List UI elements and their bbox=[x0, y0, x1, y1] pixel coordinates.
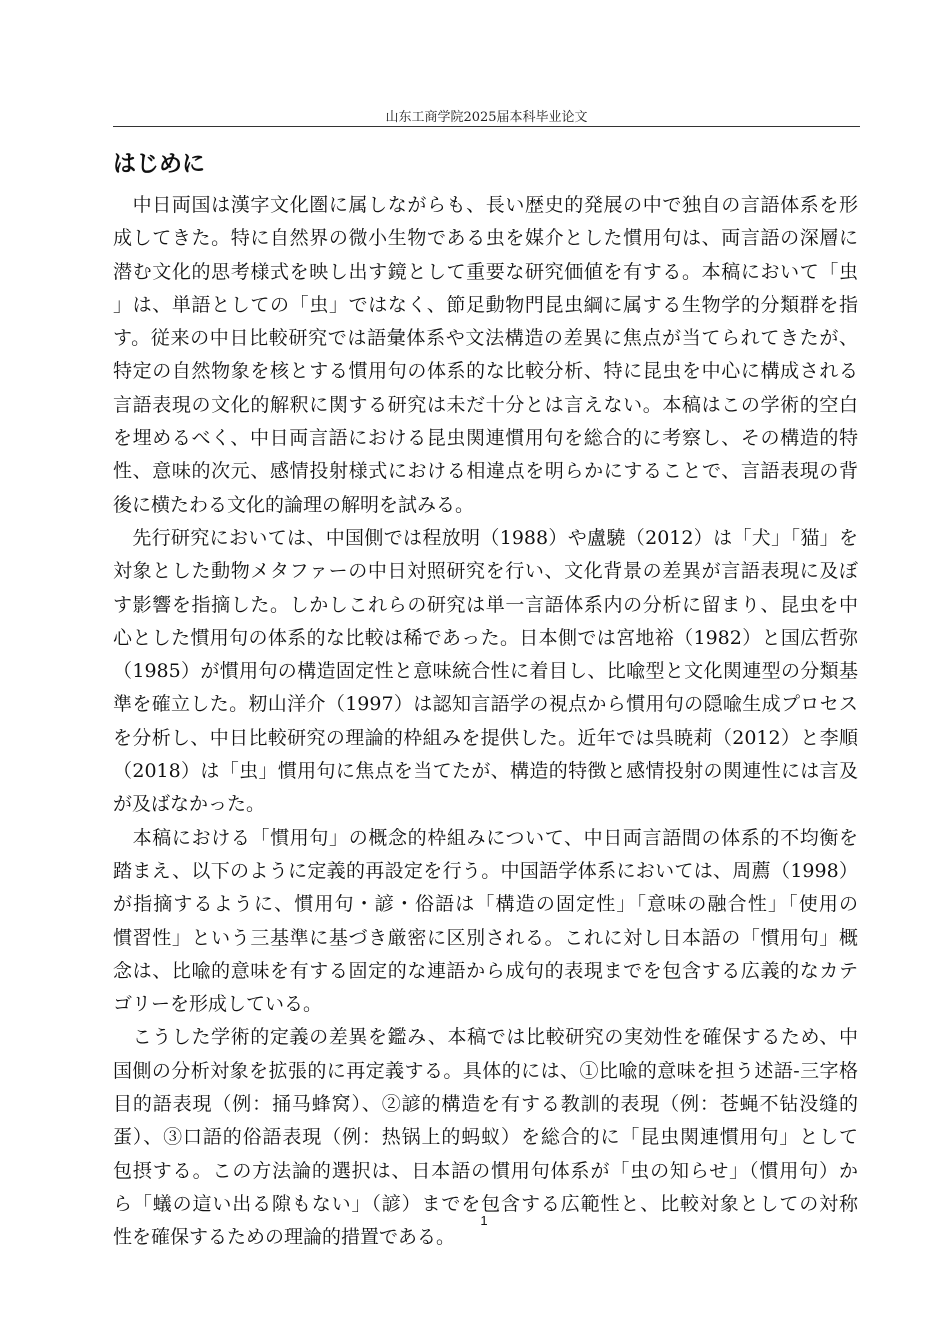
text-line: 中日両国は漢字文化圏に属しながらも、長い歴史的発展の中で独自の言語体系を形 bbox=[113, 194, 858, 216]
text-line: す影響を指摘した。しかしこれらの研究は単一言語体系内の分析に留まり、昆虫を中 bbox=[113, 593, 858, 616]
text-line: 包摂する。この方法論的選択は、日本語の慣用句体系が「虫の知らせ」（慣用句）か bbox=[113, 1159, 858, 1182]
text-line: 性を確保するための理論的措置である。 bbox=[113, 1226, 456, 1249]
text-line: が指摘するように、慣用句・諺・俗語は「構造の固定性」「意味の融合性」「使用の bbox=[113, 893, 858, 916]
text-line: 念は、比喩的意味を有する固定的な連語から成句的表現までを包含する広義的なカテ bbox=[113, 959, 858, 982]
section-heading: はじめに bbox=[113, 151, 205, 177]
text-line: 本稿における「慣用句」の概念的枠組みについて、中日両言語間の体系的不均衡を bbox=[113, 826, 858, 849]
text-line: を分析し、中日比較研究の理論的枠組みを提供した。近年では呉暁莉（2012）と李順 bbox=[113, 726, 858, 749]
text-line: が及ばなかった。 bbox=[113, 793, 266, 816]
text-line: す。従来の中日比較研究では語彙体系や文法構造の差異に焦点が当てられてきたが、 bbox=[113, 327, 858, 350]
text-line: （1985）が慣用句の構造固定性と意味統合性に着目し、比喩型と文化関連型の分類基 bbox=[113, 660, 858, 683]
text-line: ら「蟻の這い出る隙もない」（諺）までを包含する広範性と、比較対象としての対称 bbox=[113, 1192, 858, 1215]
text-line: 」は、単語としての「虫」ではなく、節足動物門昆虫綱に属する生物学的分類群を指 bbox=[113, 293, 858, 316]
text-line: を埋めるべく、中日両言語における昆虫関連慣用句を総合的に考察し、その構造的特 bbox=[113, 427, 858, 450]
text-line: 国側の分析対象を拡張的に再定義する。具体的には、①比喩的意味を担う述語-三字格 bbox=[113, 1059, 858, 1082]
page-header: 山东工商学院2025届本科毕业论文 bbox=[385, 110, 588, 125]
text-line: 特定の自然物象を核とする慣用句の体系的な比較分析、特に昆虫を中心に構成される bbox=[113, 360, 858, 383]
text-line: 目的語表現（例：捅马蜂窝）、②諺的構造を有する教訓的表現（例：苍蝇不钻没缝的 bbox=[113, 1093, 858, 1116]
text-line: 心とした慣用句の体系的な比較は稀であった。日本側では宮地裕（1982）と国広哲弥 bbox=[113, 626, 858, 649]
text-line: 潜む文化的思考様式を映し出す鏡として重要な研究価値を有する。本稿において「虫 bbox=[113, 260, 858, 283]
text-line: 先行研究においては、中国側では程放明（1988）や盧驍（2012）は「犬」「猫」を bbox=[113, 526, 858, 549]
paragraph bbox=[113, 522, 858, 822]
header-rule bbox=[113, 126, 860, 127]
text-line: 慣習性」という三基準に基づき厳密に区別される。これに対し日本語の「慣用句」概 bbox=[113, 926, 858, 949]
paragraph bbox=[113, 822, 858, 1022]
text-line: 準を確立した。籾山洋介（1997）は認知言語学の視点から慣用句の隠喩生成プロセス bbox=[113, 693, 858, 716]
text-line: 踏まえ、以下のように定義的再設定を行う。中国語学体系においては、周薦（1998） bbox=[113, 859, 858, 882]
text-line: ゴリーを形成している。 bbox=[113, 993, 323, 1016]
text-line: 対象とした動物メタファーの中日対照研究を行い、文化背景の差異が言語表現に及ぼ bbox=[113, 560, 858, 583]
text-line: 性、意味的次元、感情投射様式における相違点を明らかにすることで、言語表現の背 bbox=[113, 460, 858, 483]
text-line: こうした学術的定義の差異を鑑み、本稿では比較研究の実効性を確保するため、中 bbox=[113, 1026, 858, 1049]
page-number: 1 bbox=[480, 1213, 488, 1228]
text-line: 後に横たわる文化的論理の解明を試みる。 bbox=[113, 493, 475, 516]
text-line: 蛋）、③口語的俗語表現（例：热锅上的蚂蚁）を総合的に「昆虫関連慣用句」として bbox=[113, 1126, 858, 1149]
body-text bbox=[113, 189, 858, 1255]
text-line: 言語表現の文化的解釈に関する研究は未だ十分とは言えない。本稿はこの学術的空白 bbox=[113, 393, 858, 416]
text-line: 成してきた。特に自然界の微小生物である虫を媒介とした慣用句は、両言語の深層に bbox=[113, 227, 858, 250]
paragraph bbox=[113, 189, 858, 522]
text-line: （2018）は「虫」慣用句に焦点を当てたが、構造的特徴と感情投射の関連性には言及 bbox=[113, 760, 858, 783]
